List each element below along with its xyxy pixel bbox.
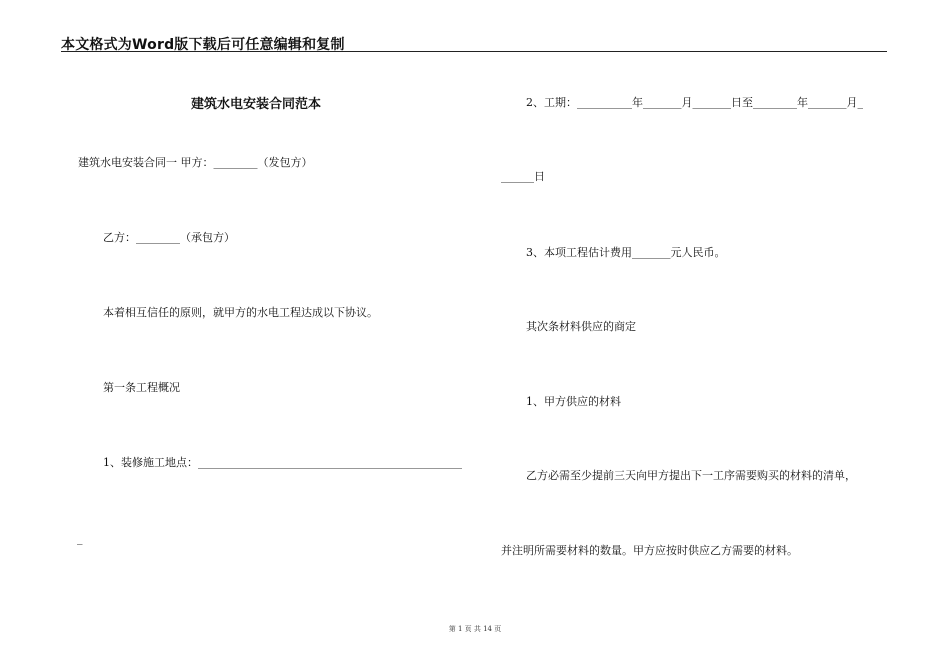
materials-clause-line-1: 乙方必需至少提前三天向甲方提出下一工序需要购买的材料的清单，: [526, 469, 856, 482]
materials-clause-line-2: 并注明所需要材料的数量。甲方应按时供应乙方需要的材料。: [501, 544, 798, 557]
schedule-line-continued: ______日: [501, 170, 545, 183]
construction-site-line: 1、装修施工地点：________________________________________________: [103, 456, 462, 469]
cost-estimate-line: 3、本项工程估计费用_______元人民币。: [526, 246, 726, 259]
party-b-line: 乙方：________（承包方）: [103, 231, 235, 244]
schedule-line: 2、工期：__________年_______月_______日至________年_______月_: [526, 96, 863, 109]
page-number-footer: 第 1 页 共 14 页: [448, 625, 502, 633]
article-1-heading: 第一条工程概况: [103, 381, 180, 394]
document-title: 建筑水电安装合同范本: [191, 97, 322, 112]
party-a-materials-heading: 1、甲方供应的材料: [526, 395, 621, 408]
continuation-mark: _: [77, 532, 83, 545]
article-2-heading: 其次条材料供应的商定: [526, 320, 636, 333]
party-a-line: 建筑水电安装合同一 甲方：________（发包方）: [78, 156, 313, 169]
header-rule: [61, 51, 887, 52]
header-title: 本文格式为Word版下载后可任意编辑和复制: [61, 37, 345, 53]
agreement-intro: 本着相互信任的原则，就甲方的水电工程达成以下协议。: [103, 306, 378, 319]
